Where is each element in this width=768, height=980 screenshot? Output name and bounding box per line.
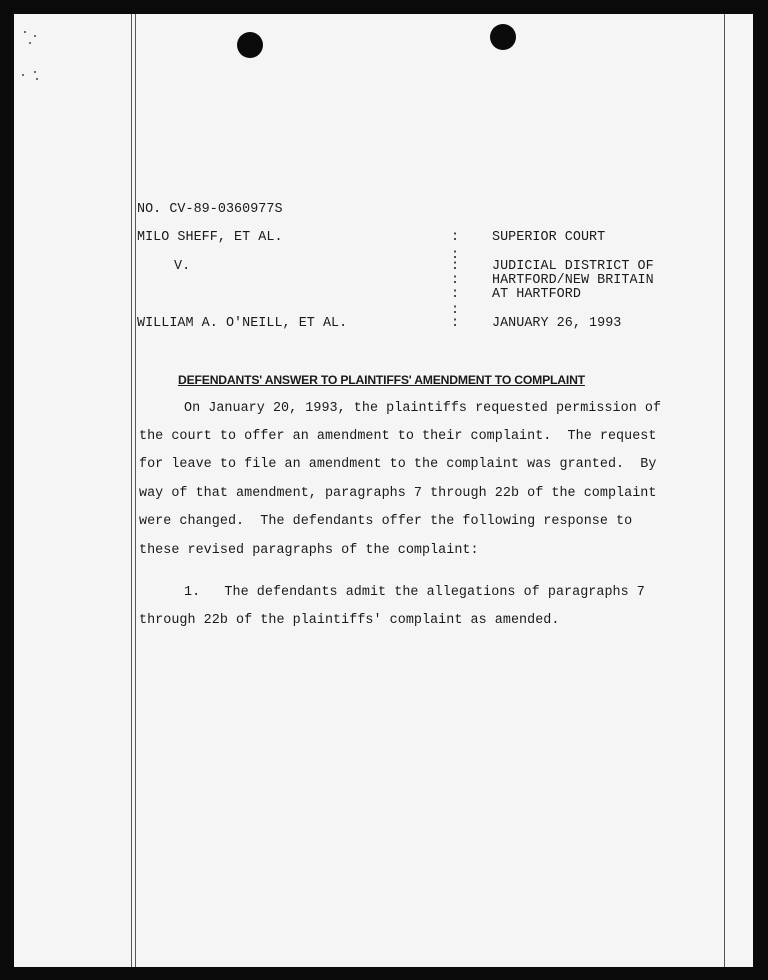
district-line: HARTFORD/NEW BRITAIN: [492, 273, 654, 288]
caption-separator: :: [451, 303, 460, 318]
document-page: [14, 14, 753, 967]
paragraph-line: On January 20, 1993, the plaintiffs requested permission of: [184, 401, 662, 416]
district-line: AT HARTFORD: [492, 287, 581, 302]
paragraph-line: the court to offer an amendment to their complaint. The request: [139, 429, 657, 444]
plaintiff-name: MILO SHEFF, ET AL.: [137, 230, 283, 245]
caption-separator: :: [451, 259, 460, 274]
case-number: NO. CV-89-0360977S: [137, 202, 283, 217]
punch-hole-left: [237, 32, 263, 58]
scan-speck: [24, 31, 26, 33]
punch-hole-right: [490, 24, 516, 50]
margin-rule-left-outer: [131, 14, 132, 967]
scan-speck: [34, 35, 36, 37]
filing-date: JANUARY 26, 1993: [492, 316, 622, 331]
paragraph-line: for leave to file an amendment to the complaint was granted. By: [139, 457, 657, 472]
caption-separator: :: [451, 287, 460, 302]
scan-speck: [22, 74, 24, 76]
scan-speck: [34, 71, 36, 73]
paragraph-line: were changed. The defendants offer the following response to: [139, 514, 633, 529]
versus-label: V.: [174, 259, 191, 274]
district-line: JUDICIAL DISTRICT OF: [492, 259, 654, 274]
caption-separator: :: [451, 316, 460, 331]
document-title: DEFENDANTS' ANSWER TO PLAINTIFFS' AMENDMENT TO COMPLAINT: [178, 373, 585, 387]
numbered-item-line: 1. The defendants admit the allegations of paragraphs 7: [184, 585, 645, 600]
defendant-name: WILLIAM A. O'NEILL, ET AL.: [137, 316, 348, 331]
numbered-item-line: through 22b of the plaintiffs' complaint as amended.: [139, 613, 560, 628]
paragraph-line: these revised paragraphs of the complaint:: [139, 543, 479, 558]
margin-rule-right: [724, 14, 725, 967]
caption-separator: :: [451, 273, 460, 288]
court-name: SUPERIOR COURT: [492, 230, 606, 245]
paragraph-line: way of that amendment, paragraphs 7 through 22b of the complaint: [139, 486, 657, 501]
scan-speck: [36, 78, 38, 80]
caption-separator: :: [451, 248, 460, 263]
caption-separator: :: [451, 230, 460, 245]
scan-speck: [29, 42, 31, 44]
margin-rule-left-inner: [135, 14, 136, 967]
